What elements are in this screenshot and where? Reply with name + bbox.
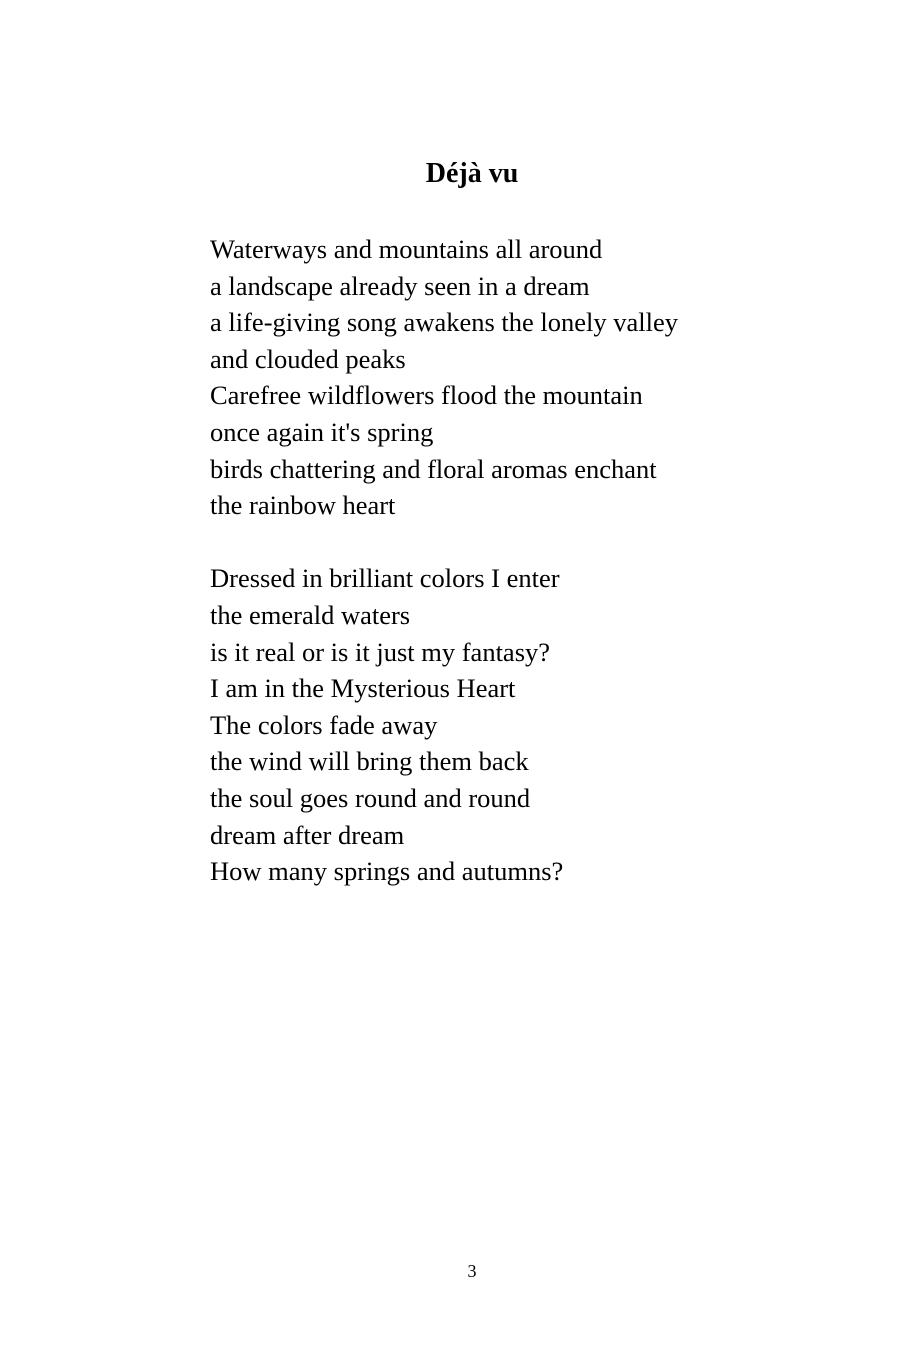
poem-line: Dressed in brilliant colors I enter bbox=[210, 563, 560, 594]
page-number: 3 bbox=[467, 1261, 477, 1281]
poem-title: Déjà vu bbox=[425, 158, 519, 189]
poem-line: Waterways and mountains all around bbox=[210, 234, 603, 264]
poem-line: and clouded peaks bbox=[210, 343, 406, 374]
poem-line: the emerald waters bbox=[210, 599, 411, 630]
stanza-2 bbox=[210, 560, 850, 889]
poem-line: a landscape already seen in a dream bbox=[210, 270, 590, 301]
poem-line: once again it's spring bbox=[210, 416, 434, 447]
poem-line: the soul goes round and round bbox=[210, 782, 531, 813]
poem-line: a life-giving song awakens the lonely valley bbox=[210, 307, 679, 338]
poem-line: birds chattering and floral aromas enchant bbox=[210, 453, 657, 484]
poem-line: the rainbow heart bbox=[210, 490, 396, 521]
poem-line: How many springs and autumns? bbox=[210, 856, 564, 887]
poem-line: I am in the Mysterious Heart bbox=[210, 673, 516, 704]
poem-line: dream after dream bbox=[210, 819, 405, 850]
poem-line: Carefree wildflowers flood the mountain bbox=[210, 380, 643, 411]
poem-line: is it real or is it just my fantasy? bbox=[210, 636, 551, 667]
poem-line: The colors fade away bbox=[210, 709, 438, 740]
stanza-1 bbox=[210, 231, 850, 524]
poem-line: the wind will bring them back bbox=[210, 746, 529, 777]
poem-body bbox=[210, 231, 850, 890]
